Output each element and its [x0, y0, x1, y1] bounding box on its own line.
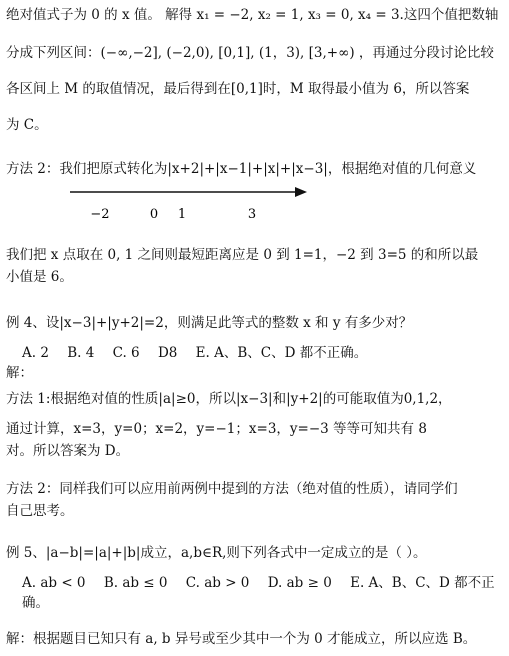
option-c: C. ab > 0: [185, 575, 250, 591]
text-line-16: 解：根据题目已知只有 a, b 异号或至少其中一个为 0 才能成立，所以应选 B。: [6, 631, 477, 647]
ex4-options: [22, 344, 469, 362]
option-d: D. ab ≥ 0: [267, 575, 332, 591]
option-e: E. A、B、C、D 都不正: [350, 575, 495, 591]
text-line-9: 方法 1:根据绝对值的性质|a|≥0，所以|x−3|和|y+2|的可能取值为0,1,2，: [6, 391, 452, 407]
option-c: C. 6: [112, 345, 140, 361]
number-line-svg: [0, 176, 475, 232]
option-e: E. A、B、C、D 都不正确。: [195, 345, 368, 361]
text-line-12: 方法 2：同样我们可以应用前两例中提到的方法（绝对值的性质），请同学们: [6, 481, 458, 497]
text-line-15: 确。: [22, 595, 49, 611]
axis-arrow-icon: [295, 187, 307, 197]
tick-label: 3: [247, 207, 257, 222]
option-d: D8: [157, 345, 178, 361]
text-line-5: 方法 2：我们把原式转化为|x+2|+|x−1|+|x|+|x−3|，根据绝对值的几何意义: [6, 161, 477, 177]
solution-label: 解：: [6, 365, 33, 381]
text-line-1: 绝对值式子为 0 的 x 值。 解得 x₁ = −2, x₂ = 1, x₃ = 0, x₄ = 3.这四个值把数轴: [6, 7, 499, 23]
text-line-3: 各区间上 M 的取值情况，最后得到在[0,1]时，M 取得最小值为 6，所以答案: [6, 81, 470, 97]
option-a: A. ab < 0: [22, 575, 86, 591]
text-line-13: 自己思考。: [6, 503, 74, 519]
text-line-11: 对。所以答案为 D。: [6, 443, 130, 459]
tick-label: 1: [177, 207, 187, 222]
text-line-6: 我们把 x 点取在 0, 1 之间则最短距离应是 0 到 1=1，−2 到 3=5 的和所以最: [6, 247, 479, 263]
tick-label: 0: [149, 207, 159, 222]
tick-label: −2: [90, 207, 110, 222]
text-line-10: 通过计算，x=3，y=0；x=2，y=−1；x=3，y=−3 等等可知共有 8: [6, 421, 427, 437]
text-line-4: 为 C。: [6, 117, 48, 133]
option-a: A. 2: [22, 345, 49, 361]
option-b: B. ab ≤ 0: [103, 575, 168, 591]
example-4-title: 例 4、设|x−3|+|y+2|=2，则满足此等式的整数 x 和 y 有多少对？: [6, 315, 413, 331]
number-line: [0, 176, 475, 232]
example-5-title: 例 5、|a−b|=|a|+|b|成立，a,b∈R,则下列各式中一定成立的是（ ）。: [6, 545, 427, 561]
option-b: B. 4: [67, 345, 95, 361]
text-line-2: 分成下列区间：(−∞,−2], (−2,0), [0,1], (1，3), [3,+∞) ，再通过分段讨论比较: [6, 45, 494, 61]
ex5-options: [22, 574, 495, 592]
text-line-7: 小值是 6。: [6, 269, 73, 285]
